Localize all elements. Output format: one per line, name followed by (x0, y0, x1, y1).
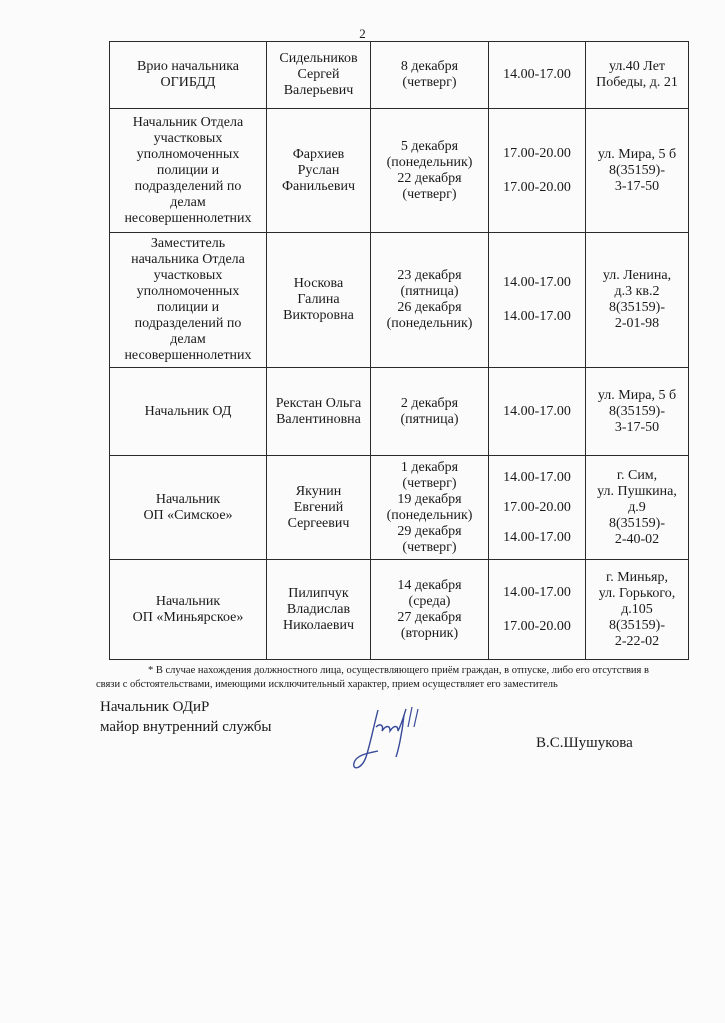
address-line: ул. Горького, (598, 585, 676, 601)
cell-times (489, 368, 586, 456)
address-line: д.3 кв.2 (614, 284, 660, 299)
cell-address (586, 233, 689, 368)
dates-line: 5 декабря (400, 138, 459, 154)
position-line: несовершеннолетних (124, 210, 252, 226)
signatory-name: В.С.Шушукова (536, 735, 633, 751)
position-line: Начальник (155, 593, 221, 609)
cell-name (267, 368, 371, 456)
times-line: 14.00-17.00 (503, 309, 571, 324)
times-line: 14.00-17.00 (503, 469, 571, 485)
name-line: Пилипчук (288, 585, 349, 601)
cell-name (267, 42, 371, 109)
position-line: ОП «Симское» (143, 507, 233, 523)
position-line: Начальник (155, 491, 221, 507)
dates-line: 2 декабря (400, 395, 459, 411)
dates-line: (пятница) (400, 411, 459, 427)
address-line: 2-22-02 (614, 633, 660, 649)
name-line: Руслан (297, 162, 340, 178)
table-row (110, 42, 689, 109)
address-line: 2-01-98 (614, 316, 660, 331)
dates-line: (четверг) (402, 475, 457, 491)
times-line: 14.00-17.00 (503, 584, 571, 600)
address-line: ул.40 Лет (608, 59, 666, 74)
dates-line: (вторник) (400, 625, 459, 641)
cell-name (267, 560, 371, 660)
name-line: Викторовна (283, 308, 354, 323)
table-row (110, 109, 689, 233)
dates-line: 14 декабря (397, 577, 462, 593)
cell-position (110, 109, 267, 233)
dates-line: 1 декабря (400, 459, 459, 475)
cell-position (110, 456, 267, 560)
cell-name (267, 109, 371, 233)
address-line: 3-17-50 (614, 419, 660, 435)
position-line: несовершеннолетних (124, 348, 252, 363)
footnote-line-2: связи с обстоятельствами, имеющими исключительный характер, прием осуществляет его заместитель (96, 679, 558, 690)
dates-line: (четверг) (402, 75, 457, 90)
cell-dates (371, 456, 489, 560)
address-line: 8(35159)- (609, 162, 665, 178)
name-line: Сергеевич (287, 515, 350, 531)
dates-line: (четверг) (402, 539, 457, 555)
name-line: Галина (297, 292, 340, 307)
times-line: 14.00-17.00 (503, 403, 571, 419)
cell-dates (371, 42, 489, 109)
cell-times (489, 42, 586, 109)
times-line: 17.00-20.00 (503, 499, 571, 515)
position-line: ОП «Миньярское» (132, 609, 244, 625)
dates-line: (четверг) (402, 186, 457, 202)
address-line: ул. Ленина, (602, 268, 672, 283)
signatory-position: Начальник ОДиР (100, 699, 210, 715)
dates-line: 26 декабря (397, 300, 462, 315)
cell-dates (371, 368, 489, 456)
name-line: Сидельников (279, 51, 358, 66)
reception-schedule-table (109, 41, 689, 660)
footnote-line-1: * В случае нахождения должностного лица, осуществляющего приём граждан, в отпуске, либо его отсутствия в (148, 665, 649, 676)
cell-times (489, 109, 586, 233)
address-line: г. Сим, (616, 467, 658, 483)
times-line: 14.00-17.00 (503, 67, 571, 82)
times-line: 17.00-20.00 (503, 618, 571, 634)
address-line: Победы, д. 21 (596, 75, 678, 90)
table-row (110, 233, 689, 368)
dates-line: 19 декабря (397, 491, 462, 507)
name-line: Евгений (293, 499, 344, 515)
cell-dates (371, 233, 489, 368)
times-line: 17.00-20.00 (503, 145, 571, 161)
address-line: ул. Мира, 5 б (597, 146, 677, 162)
address-line: 3-17-50 (614, 178, 660, 194)
position-line: Заместитель (150, 236, 226, 251)
name-line: Рекстан Ольга (275, 395, 362, 411)
times-line: 14.00-17.00 (503, 275, 571, 290)
dates-line: 8 декабря (400, 59, 459, 74)
dates-line: (понедельник) (386, 507, 473, 523)
address-line: 8(35159)- (609, 300, 665, 315)
cell-times (489, 233, 586, 368)
dates-line: (пятница) (400, 284, 459, 299)
cell-address (586, 560, 689, 660)
name-line: Носкова (293, 276, 344, 291)
position-line: полиции и (156, 162, 220, 178)
address-line: ул. Мира, 5 б (597, 387, 677, 403)
dates-line: 22 декабря (397, 170, 462, 186)
position-line: делам (170, 194, 206, 210)
name-line: Сергей (297, 67, 340, 82)
address-line: 8(35159)- (609, 515, 665, 531)
cell-position (110, 560, 267, 660)
table-row (110, 560, 689, 660)
position-line: подразделений по (134, 178, 242, 194)
position-line: полиции и (156, 300, 220, 315)
name-line: Валерьевич (283, 83, 354, 98)
position-line: Врио начальника (136, 59, 239, 74)
address-line: г. Миньяр, (606, 569, 668, 585)
cell-position (110, 233, 267, 368)
cell-name (267, 233, 371, 368)
name-line: Фанильевич (282, 178, 355, 194)
address-line: 8(35159)- (609, 403, 665, 419)
cell-times (489, 456, 586, 560)
name-line: Фархиев (292, 146, 345, 162)
cell-dates (371, 109, 489, 233)
position-line: Начальник ОД (144, 403, 232, 419)
footnote (96, 664, 716, 692)
table-row (110, 456, 689, 560)
cell-times (489, 560, 586, 660)
cell-dates (371, 560, 489, 660)
cell-address (586, 368, 689, 456)
address-line: д.105 (621, 601, 653, 617)
dates-line: (понедельник) (386, 154, 473, 170)
handwritten-signature-icon (348, 705, 428, 775)
cell-position (110, 42, 267, 109)
address-line: ул. Пушкина, (597, 483, 677, 499)
cell-name (267, 456, 371, 560)
address-line: 8(35159)- (609, 617, 665, 633)
address-line: д.9 (628, 499, 646, 515)
times-line: 14.00-17.00 (503, 529, 571, 545)
position-line: ОГИБДД (160, 75, 216, 90)
signatory-title (100, 697, 272, 737)
dates-line: 27 декабря (397, 609, 462, 625)
position-line: начальника Отдела (131, 252, 245, 267)
position-line: уполномоченных (136, 284, 240, 299)
position-line: участковых (153, 268, 223, 283)
dates-line: (понедельник) (386, 316, 473, 331)
cell-address (586, 456, 689, 560)
cell-address (586, 109, 689, 233)
table-row (110, 368, 689, 456)
name-line: Владислав (286, 601, 351, 617)
name-line: Валентиновна (276, 411, 361, 427)
position-line: уполномоченных (136, 146, 240, 162)
address-line: 2-40-02 (614, 531, 660, 547)
page-number: 2 (359, 26, 366, 41)
signatory-rank: майор внутренний службы (100, 719, 272, 735)
dates-line: 29 декабря (397, 523, 462, 539)
times-line: 17.00-20.00 (503, 179, 571, 195)
position-line: Начальник Отдела (132, 114, 244, 130)
position-line: участковых (153, 130, 223, 146)
cell-address (586, 42, 689, 109)
dates-line: 23 декабря (397, 268, 462, 283)
position-line: делам (170, 332, 206, 347)
dates-line: (среда) (408, 593, 451, 609)
position-line: подразделений по (134, 316, 242, 331)
name-line: Якунин (295, 483, 342, 499)
name-line: Николаевич (282, 617, 355, 633)
cell-position (110, 368, 267, 456)
